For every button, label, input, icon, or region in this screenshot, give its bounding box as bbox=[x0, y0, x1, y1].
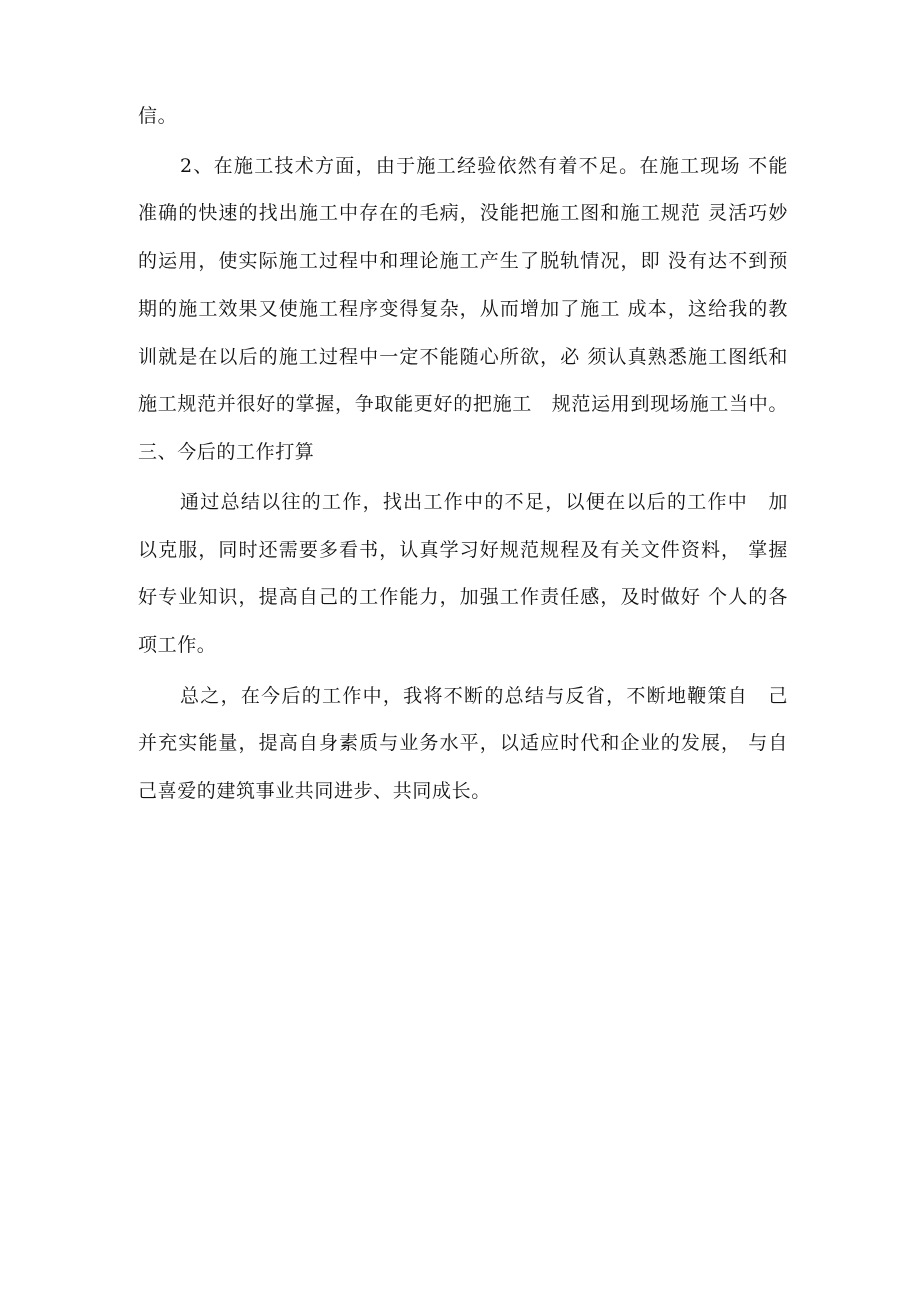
paragraph-plan-line: 以克服，同时还需要多看书，认真学习好规范规程及有关文件资料， 掌握 bbox=[138, 539, 788, 561]
text-line: 信。 bbox=[138, 105, 178, 127]
paragraph-2-line: 期的施工效果又使施工程序变得复杂，从而增加了施工 成本，这给我的教 bbox=[138, 298, 788, 320]
paragraph-plan-line: 好专业知识，提高自己的工作能力，加强工作责任感，及时做好 个人的各 bbox=[138, 586, 788, 608]
section-heading: 三、今后的工作打算 bbox=[138, 441, 315, 463]
paragraph-summary-line: 总之，在今后的工作中，我将不断的总结与反省，不断地鞭策自 己 bbox=[180, 685, 788, 707]
paragraph-2-line: 的运用，使实际施工过程中和理论施工产生了脱轨情况，即 没有达不到预 bbox=[138, 250, 788, 272]
paragraph-2-line: 2、在施工技术方面，由于施工经验依然有着不足。在施工现场 不能 bbox=[180, 155, 788, 177]
paragraph-summary-line: 己喜爱的建筑事业共同进步、共同成长。 bbox=[138, 780, 491, 802]
paragraph-summary-line: 并充实能量，提高自身素质与业务水平，以适应时代和企业的发展， 与自 bbox=[138, 732, 788, 754]
paragraph-2-line: 准确的快速的找出施工中存在的毛病，没能把施工图和施工规范 灵活巧妙 bbox=[138, 202, 788, 224]
paragraph-2-line: 施工规范并很好的掌握，争取能更好的把施工 规范运用到现场施工当中。 bbox=[138, 393, 788, 415]
paragraph-plan-line: 通过总结以往的工作，找出工作中的不足，以便在以后的工作中 加 bbox=[180, 491, 788, 513]
paragraph-2-line: 训就是在以后的施工过程中一定不能随心所欲，必 须认真熟悉施工图纸和 bbox=[138, 346, 788, 368]
paragraph-plan-line: 项工作。 bbox=[138, 634, 217, 656]
